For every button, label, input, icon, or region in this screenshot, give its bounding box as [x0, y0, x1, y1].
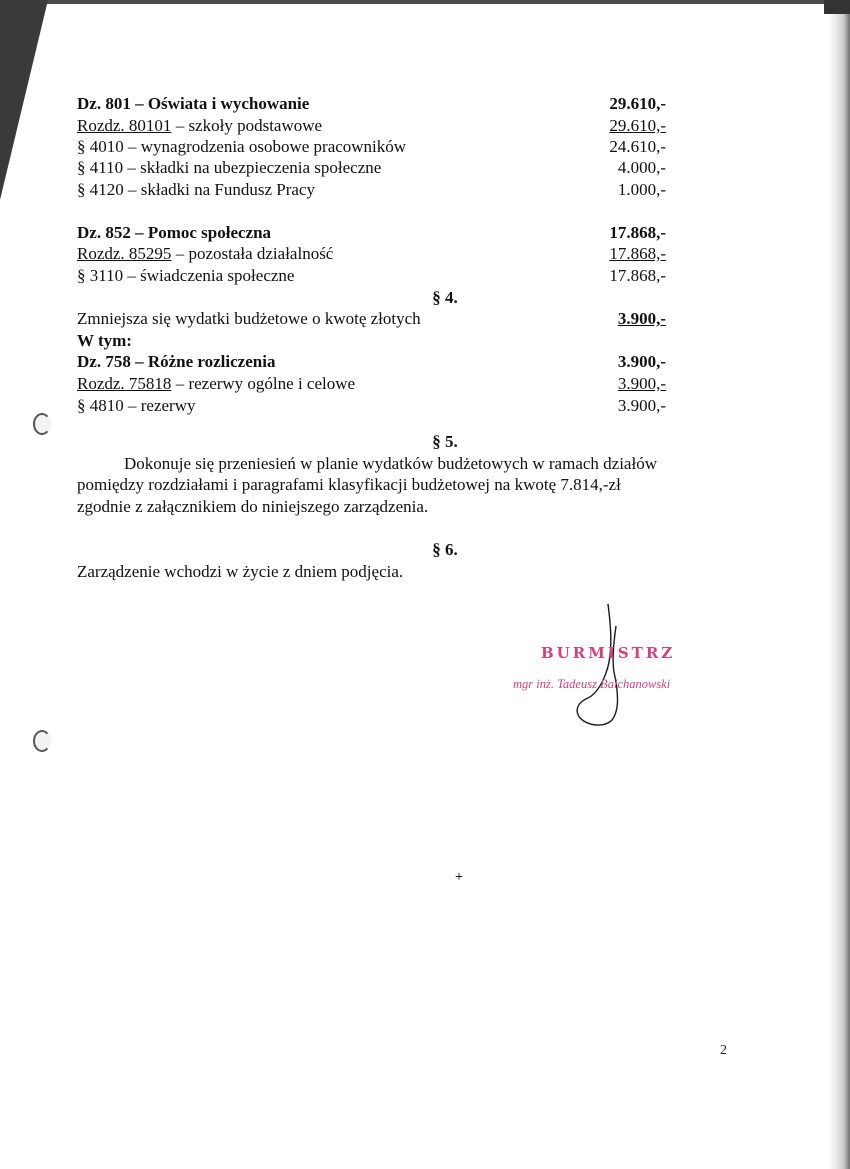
budget-row-rozdz80101 [0, 115, 850, 137]
rozdz80101-desc: – szkoły podstawowe [171, 116, 323, 135]
rozdz80101-amount: 29.610,- [609, 116, 666, 135]
budget-row-4810 [0, 395, 850, 417]
par5-heading: § 5. [432, 432, 458, 451]
par3110-label: § 3110 – świadczenia społeczne [77, 266, 295, 285]
dz758-amount: 3.900,- [617, 352, 666, 371]
par4110-label: § 4110 – składki na ubezpieczenia społeczne [77, 158, 382, 177]
rozdz75818-amount: 3.900,- [617, 374, 666, 393]
par4810-amount: 3.900,- [617, 396, 666, 415]
par4-text: Zmniejsza się wydatki budżetowe o kwotę złotych [77, 309, 421, 328]
budget-row-rozdz75818 [0, 373, 850, 395]
punch-hole-icon [33, 730, 51, 752]
par4120-amount: 1.000,- [617, 180, 666, 199]
rozdz75818-desc: – rezerwy ogólne i celowe [171, 374, 356, 393]
dz801-amount: 29.610,- [609, 94, 666, 113]
budget-row-dz801 [0, 93, 850, 115]
par6-heading: § 6. [432, 540, 458, 559]
par6-text: Zarządzenie wchodzi w życie z dniem podjęcia. [77, 562, 404, 581]
margin-mark: + [455, 870, 463, 885]
budget-row-4110 [0, 157, 850, 179]
rozdz85295-amount: 17.868,- [609, 244, 666, 263]
dz801-label: Dz. 801 – Oświata i wychowanie [77, 94, 310, 113]
rozdz85295-code: Rozdz. 85295 [77, 244, 172, 263]
par4-wtym-row [0, 330, 850, 352]
par4120-label: § 4120 – składki na Fundusz Pracy [77, 180, 315, 199]
budget-row-rozdz85295 [0, 243, 850, 265]
par4-heading: § 4. [432, 288, 458, 307]
budget-row-4010 [0, 136, 850, 158]
par4110-amount: 4.000,- [617, 158, 666, 177]
budget-row-3110 [0, 265, 850, 287]
page-number: 2 [720, 1043, 727, 1058]
dz758-label: Dz. 758 – Różne rozliczenia [77, 352, 276, 371]
par3110-amount: 17.868,- [609, 266, 666, 285]
rozdz75818-code: Rozdz. 75818 [77, 374, 172, 393]
rozdz80101-label [77, 115, 322, 137]
par4-amount: 3.900,- [617, 309, 666, 328]
rozdz80101-code: Rozdz. 80101 [77, 116, 172, 135]
rozdz85295-desc: – pozostała działalność [171, 244, 334, 263]
par4-w-tym: W tym: [77, 331, 132, 350]
par4-decrease-row [0, 308, 850, 330]
scan-corner [824, 0, 850, 14]
stamp-name: mgr inż. Tadeusz Balchanowski [513, 677, 671, 691]
par5-line3: zgodnie z załącznikiem do niniejszego zarządzenia. [77, 497, 429, 516]
signature-icon [570, 600, 650, 730]
par4810-label: § 4810 – rezerwy [77, 396, 196, 415]
stamp-title: BURMISTRZ [541, 644, 676, 662]
par4010-label: § 4010 – wynagrodzenia osobowe pracowników [77, 137, 407, 156]
budget-row-dz758 [0, 351, 850, 373]
dz852-label: Dz. 852 – Pomoc społeczna [77, 223, 272, 242]
par5-line1: Dokonuje się przeniesień w planie wydatków budżetowych w ramach działów [124, 454, 657, 473]
budget-row-4120 [0, 179, 850, 201]
par4010-amount: 24.610,- [609, 137, 666, 156]
par5-line2: pomiędzy rozdziałami i paragrafami klasyfikacji budżetowej na kwotę 7.814,-zł [77, 475, 621, 494]
rozdz85295-label [77, 243, 333, 265]
scan-edge-top [0, 0, 850, 4]
dz852-amount: 17.868,- [609, 223, 666, 242]
budget-row-dz852 [0, 222, 850, 244]
rozdz75818-label [77, 373, 355, 395]
